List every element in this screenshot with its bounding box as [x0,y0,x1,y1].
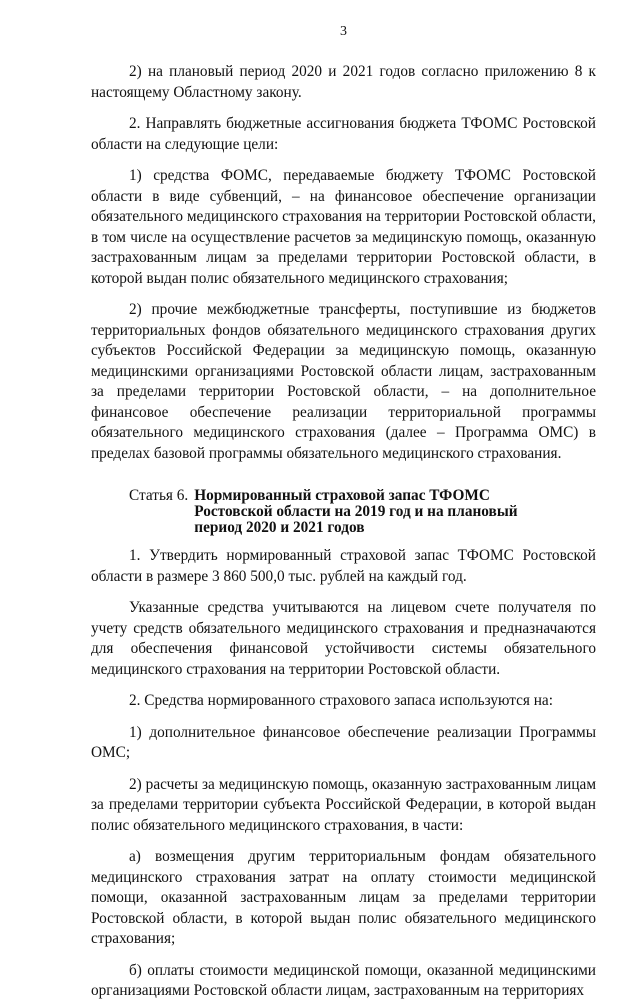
article-title-line: Ростовской области на 2019 год и на плановый [194,503,518,520]
paragraph-foms-subventions: 1) средства ФОМС, передаваемые бюджету ТФОМС Ростовской области в виде субвенций, – на финансовое обеспечение организации обязательного медицинского страхования на территории Ростовской области, в том числе на осуществление расчетов за медицинскую помощь, оказанную застрахованным лицам за пределами территории Ростовской области, в которой выдан полис обязательного медицинского страхования; [91,167,596,287]
article-label: Статья 6. [129,487,189,504]
article-title-line: Нормированный страховой запас ТФОМС [194,487,490,504]
article-title-line: период 2020 и 2021 годов [194,519,365,536]
paragraph-approve-reserve: 1. Утвердить нормированный страховой запас ТФОМС Ростовской области в размере 3 860 500,0 тыс. рублей на каждый год. [91,547,596,585]
paragraph-payment-cost: б) оплаты стоимости медицинской помощи, оказанной медицинскими организациями Ростовской области лицам, застрахованным на территориях [91,961,596,999]
page-number: 3 [340,24,347,39]
paragraph-plan-period: 2) на плановый период 2020 и 2021 годов согласно приложению 8 к настоящему Областному закону. [91,63,596,101]
paragraph-reserve-usage: 2. Средства нормированного страхового запаса используются на: [129,692,553,709]
article-heading [129,488,596,536]
paragraph-interbudget-transfers: 2) прочие межбюджетные трансферты, поступившие из бюджетов территориальных фондов обязательного медицинского страхования других субъектов Российской Федерации за медицинскую помощь, оказанную медицинскими организациями Ростовской области лицам, застрахованным за пределами территории Ростовской области, – на дополнительное финансовое обеспечение реализации территориальной программы обязательного медицинского страхования (далее – Программа ОМС) в пределах базовой программы обязательного медицинского страхования. [91,301,596,462]
paragraph-additional-financing: 1) дополнительное финансовое обеспечение реализации Программы ОМС; [91,723,596,761]
paragraph-funds-accounting: Указанные средства учитываются на лицевом счете получателя по учету средств обязательного медицинского страхования и предназначаются для обеспечения финансовой устойчивости системы обязательного медицинского страхования на территории Ростовской области. [91,599,596,678]
paragraph-allocation-goals: 2. Направлять бюджетные ассигнования бюджета ТФОМС Ростовской области на следующие цели: [91,115,596,153]
article-title [194,488,517,536]
paragraph-settlements: 2) расчеты за медицинскую помощь, оказанную застрахованным лицам за пределами территории субъекта Российской Федерации, в которой выдан полис обязательного медицинского страхования, в части: [91,775,596,834]
paragraph-reimbursement: а) возмещения другим территориальным фондам обязательного медицинского страхования затрат на оплату стоимости медицинской помощи, оказанной застрахованным лицам за пределами территории Ростовской области, в которой выдан полис обязательного медицинского страхования; [91,848,596,947]
document-page [91,24,596,1002]
